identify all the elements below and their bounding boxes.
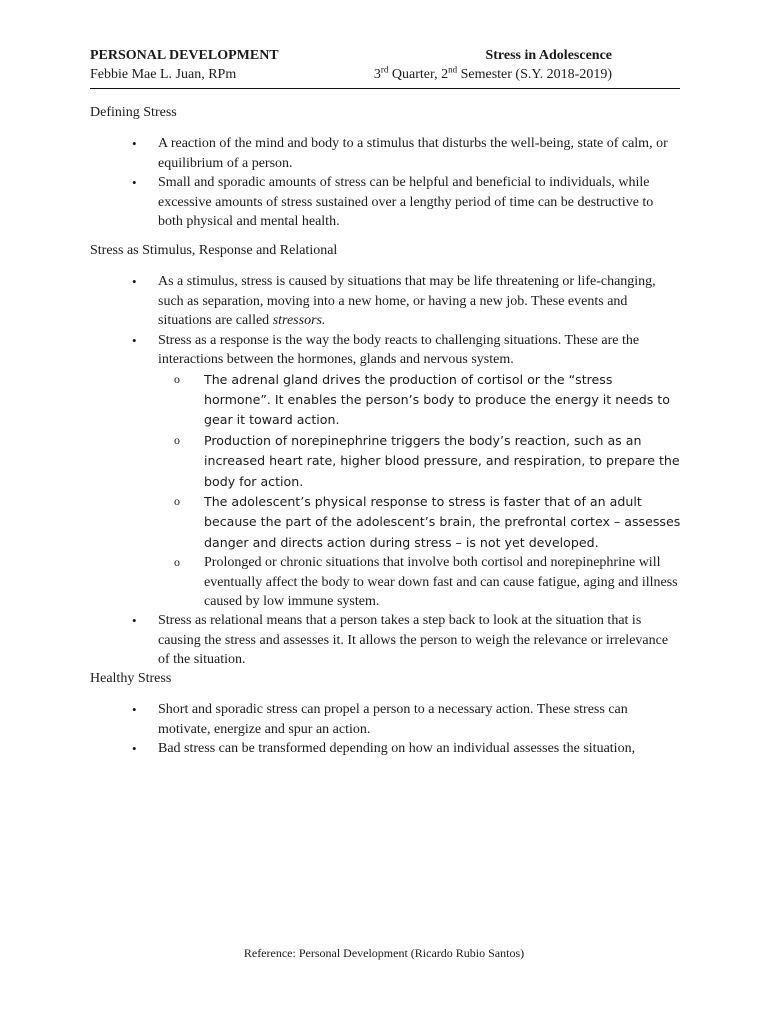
bullet-icon: • bbox=[132, 741, 137, 756]
section-heading-defining-stress: Defining Stress bbox=[90, 105, 177, 120]
circle-bullet-icon: o bbox=[174, 371, 180, 386]
list-item bbox=[130, 739, 698, 759]
list-item-text: As a stimulus, stress is caused by situations that may be life threatening or life-changing, such as separation, moving into a new home, or having a new job. These events and situations are called bbox=[158, 274, 656, 328]
circle-bullet-icon: o bbox=[174, 432, 180, 447]
sub-list bbox=[174, 370, 682, 612]
list-item-text: Stress as a response is the way the body reacts to challenging situations. These are the interactions between the hormones, glands and nervous system. bbox=[158, 332, 640, 367]
bullet-icon: • bbox=[132, 136, 137, 151]
bullet-icon: • bbox=[132, 702, 137, 717]
circle-bullet-icon: o bbox=[174, 493, 180, 508]
section-heading-healthy-stress: Healthy Stress bbox=[90, 671, 172, 686]
sub-list-item-text: Production of norepinephrine triggers the body’s reaction, such as an increased heart rate, higher blood pressure, and respiration, to prepare the body for action. bbox=[204, 432, 680, 489]
term-info: 3rd Quarter, 2nd Semester (S.Y. 2018-2019) bbox=[373, 64, 612, 82]
topic-title: Stress in Adolescence bbox=[485, 48, 612, 63]
author-name: Febbie Mae L. Juan, RPm bbox=[90, 67, 237, 82]
bullet-icon: • bbox=[132, 332, 137, 348]
list-item-text: Bad stress can be transformed depending on how an individual assesses the situation, bbox=[158, 741, 636, 756]
list-item bbox=[130, 173, 678, 232]
sub-list-item bbox=[174, 370, 682, 431]
bullet-icon: • bbox=[132, 613, 137, 629]
page-header bbox=[90, 44, 680, 89]
list-item bbox=[130, 700, 678, 739]
list-item bbox=[130, 272, 678, 331]
bullet-icon: • bbox=[132, 175, 137, 190]
sub-list-item-text: The adolescent’s physical response to stress is faster that of an adult because the part of the adolescent’s brain, the prefrontal cortex – assesses danger and directs action during stress – is not yet developed. bbox=[204, 493, 681, 550]
bullet-icon: • bbox=[132, 274, 137, 289]
sub-list-item bbox=[174, 492, 682, 553]
list-item-text: Small and sporadic amounts of stress can be helpful and beneficial to individuals, while excessive amounts of stress sustained over a lengthy period of time can be destructive to both physical and mental health. bbox=[158, 175, 654, 229]
section-heading-stimulus-response: Stress as Stimulus, Response and Relational bbox=[90, 243, 338, 258]
stressors-term: stressors. bbox=[272, 313, 326, 328]
stimulus-response-list bbox=[130, 272, 690, 670]
sub-list-item bbox=[174, 431, 682, 492]
list-item-text: A reaction of the mind and body to a stimulus that disturbs the well-being, state of calm, or equilibrium of a person. bbox=[158, 136, 668, 171]
list-item-text: Short and sporadic stress can propel a person to a necessary action. These stress can motivate, energize and spur an action. bbox=[158, 702, 628, 737]
sub-list-item-text: The adrenal gland drives the production of cortisol or the “stress hormone”. It enables the person’s body to produce the energy it needs to gear it toward action. bbox=[204, 371, 670, 428]
course-title: PERSONAL DEVELOPMENT bbox=[90, 48, 279, 63]
healthy-stress-list bbox=[130, 700, 690, 759]
list-item bbox=[130, 331, 682, 612]
list-item bbox=[130, 134, 678, 173]
sub-list-item-text: Prolonged or chronic situations that involve both cortisol and norepinephrine will eventually affect the body to wear down fast and can cause fatigue, aging and illness caused by low immune system. bbox=[204, 555, 678, 609]
list-item-text: Stress as relational means that a person takes a step back to look at the situation that is causing the stress and assesses it. It allows the person to weigh the relevance or irrelevance of the situation. bbox=[158, 613, 669, 668]
list-item bbox=[130, 611, 678, 670]
defining-stress-list bbox=[130, 134, 690, 232]
circle-bullet-icon: o bbox=[174, 555, 180, 570]
reference-footer: Reference: Personal Development (Ricardo Rubio Santos) bbox=[243, 946, 525, 960]
sub-list-item bbox=[174, 553, 682, 611]
